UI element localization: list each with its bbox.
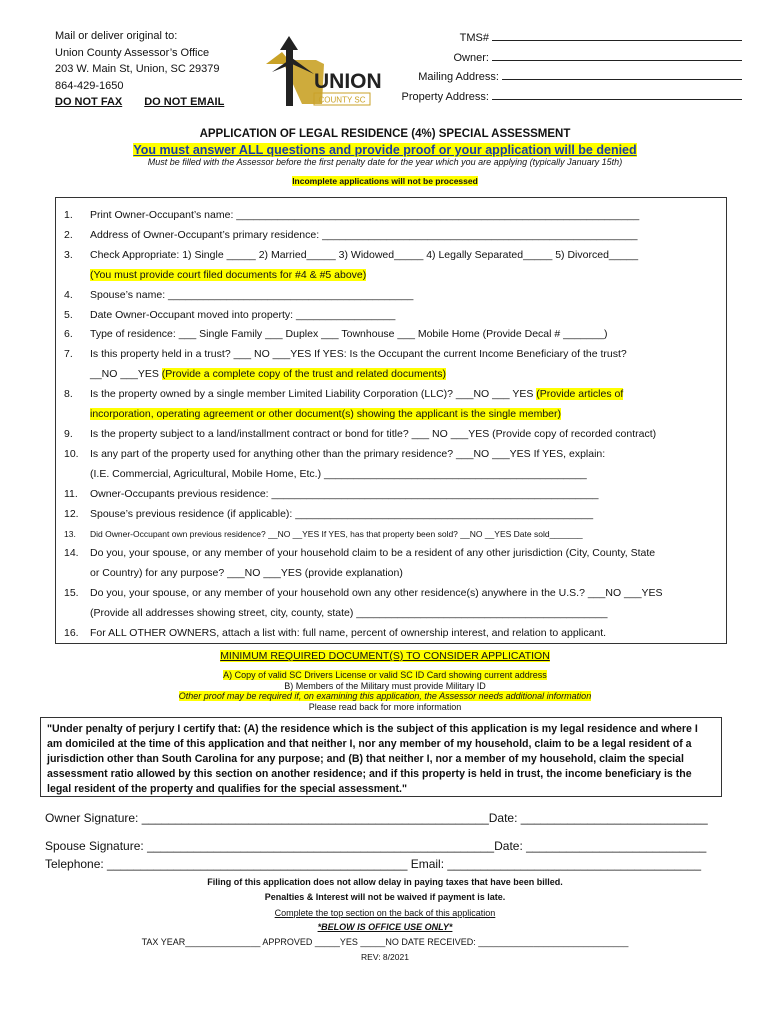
question-16 xyxy=(64,624,724,644)
question-text: __NO ___YES xyxy=(90,368,162,381)
no-fax-label: DO NOT FAX xyxy=(55,96,123,108)
question-text: Is the property subject to a land/installment contract or bond for title? ___ NO ___YES (Provide copy of recorded contract) xyxy=(90,427,657,440)
required-documents-title xyxy=(0,650,770,662)
question-7[interactable] xyxy=(64,345,724,365)
mail-line: 203 W. Main St, Union, SC 29379 xyxy=(55,63,220,75)
required-doc-a xyxy=(0,670,770,680)
question-text: Spouse’s name: __________________________________________ xyxy=(90,288,414,301)
owner-label: Owner: xyxy=(453,51,489,64)
form-title: APPLICATION OF LEGAL RESIDENCE (4%) SPECIAL ASSESSMENT xyxy=(199,128,571,140)
question-text: Spouse’s previous residence (if applicable): ___________________________________________________ xyxy=(90,507,594,520)
question-number: 1. xyxy=(64,209,73,221)
question-text: Do you, your spouse, or any member of your household own any other residence(s) anywhere in the U.S.? ___NO ___YES xyxy=(90,587,663,600)
question-text: Type of residence: ___ Single Family ___ Duplex ___ Townhouse ___ Mobile Home (Provide Decal # _______) xyxy=(90,328,608,341)
question-1[interactable] xyxy=(64,206,724,226)
question-number: 7. xyxy=(64,348,73,361)
question-text: Is any part of the property used for anything other than the primary residence? ___NO ___YES If YES, explain: xyxy=(90,447,606,460)
question-5[interactable] xyxy=(64,306,724,326)
question-number: 9. xyxy=(64,427,73,440)
property-address-label: Property Address: xyxy=(401,90,489,103)
question-7-cont[interactable] xyxy=(64,365,724,385)
tms-field[interactable] xyxy=(492,29,742,41)
read-back-note: Please read back for more information xyxy=(308,702,462,712)
question-text: Do you, your spouse, or any member of your household claim to be a resident of any other jurisdiction (City, County, State xyxy=(90,547,656,560)
question-number: 8. xyxy=(64,388,73,401)
question-10[interactable] xyxy=(64,445,724,465)
question-text: (Provide all addresses showing street, city, county, state) ___________________________________________ xyxy=(90,607,608,620)
mailing-address-label: Mailing Address: xyxy=(418,71,499,83)
owner-signature-line[interactable]: Owner Signature: ____________________________________________________Date: ____________________________ xyxy=(45,811,708,825)
question-15-cont[interactable] xyxy=(64,604,724,624)
logo-sub: COUNTY SC xyxy=(318,95,366,105)
question-number: 4. xyxy=(64,288,73,301)
mail-line: Union County Assessor’s Office xyxy=(55,46,210,59)
question-text: Date Owner-Occupant moved into property: _________________ xyxy=(90,308,396,321)
docs-title-text: MINIMUM REQUIRED DOCUMENT(S) TO CONSIDER APPLICATION xyxy=(220,650,550,662)
logo-name: UNION xyxy=(314,70,382,93)
question-4[interactable] xyxy=(64,286,724,306)
office-use-line[interactable]: TAX YEAR_______________ APPROVED _____YES _____NO DATE RECEIVED: ______________________________ xyxy=(141,937,629,947)
question-text: (I.E. Commercial, Agricultural, Mobile Home, Etc.) _____________________________________________ xyxy=(90,467,587,480)
question-number: 14. xyxy=(64,547,79,560)
office-use-heading: *BELOW IS OFFICE USE ONLY* xyxy=(317,922,453,932)
question-11[interactable] xyxy=(64,485,724,505)
doc-a-text: A) Copy of valid SC Drivers License or valid SC ID Card showing current address xyxy=(223,670,547,680)
question-text: or Country) for any purpose? ___NO ___YES (provide explanation) xyxy=(90,567,403,580)
question-text: Did Owner-Occupant own previous residence? __NO __YES If YES, has that property been sold? __NO __YES Date sold_______ xyxy=(90,528,583,539)
subtitle-text: You must answer ALL questions and provide proof or your application will be denied xyxy=(133,143,637,157)
other-proof-note xyxy=(0,691,770,701)
highlight-text: incorporation, operating agreement or other document(s) showing the applicant is the single member) xyxy=(90,408,562,421)
other-proof-text: Other proof may be required if, on examining this application, the Assessor needs additional information xyxy=(178,691,592,701)
palmetto-tree-icon xyxy=(262,34,382,116)
mailing-address-field[interactable] xyxy=(502,68,742,80)
header-fields xyxy=(392,29,742,107)
question-number: 5. xyxy=(64,308,73,321)
question-text: Address of Owner-Occupant’s primary residence: ______________________________________________________ xyxy=(90,228,638,241)
question-number: 11. xyxy=(64,487,78,500)
question-number: 13. xyxy=(64,528,76,539)
question-number: 10. xyxy=(64,447,79,460)
owner-field[interactable] xyxy=(492,49,742,61)
no-email-label: DO NOT EMAIL xyxy=(144,96,225,108)
question-2[interactable] xyxy=(64,226,724,246)
highlight-text: (Provide a complete copy of the trust and related documents) xyxy=(161,368,447,381)
question-number: 6. xyxy=(64,328,73,341)
revision-label: REV: 8/2021 xyxy=(361,952,409,962)
filing-note: Must be filled with the Assessor before the first penalty date for the year which you are applying (typically January 15th) xyxy=(147,157,623,167)
question-number: 16. xyxy=(64,627,79,640)
question-8[interactable] xyxy=(64,385,724,405)
footer-penalties-note: Penalties & Interest will not be waived if payment is late. xyxy=(264,892,506,902)
question-text: Owner-Occupants previous residence: ________________________________________________________ xyxy=(90,487,599,500)
footer-taxes-note: Filing of this application does not allow delay in paying taxes that have been billed. xyxy=(207,877,563,887)
question-8-cont xyxy=(64,405,724,425)
question-number: 3. xyxy=(64,248,73,261)
mail-line: Mail or deliver original to: xyxy=(55,30,178,42)
highlight-text: (Provide articles of xyxy=(536,388,624,401)
mailing-instructions xyxy=(55,28,246,111)
question-number: 2. xyxy=(64,228,73,241)
question-text: Is this property held in a trust? ___ NO ___YES If YES: Is the Occupant the current Income Beneficiary of the trust? xyxy=(90,348,627,361)
footer-back-note: Complete the top section on the back of this application xyxy=(274,908,496,918)
incomplete-warning xyxy=(0,176,770,186)
question-14-cont[interactable] xyxy=(64,564,724,584)
question-text: Is the property owned by a single member Limited Liability Corporation (LLC)? ___NO ___ YES xyxy=(90,388,537,401)
highlight-text: (You must provide court filed documents for #4 & #5 above) xyxy=(90,268,367,281)
question-3[interactable] xyxy=(64,246,724,266)
spouse-signature-line[interactable]: Spouse Signature: ____________________________________________________Date: ___________________________ xyxy=(45,839,707,853)
question-number: 12. xyxy=(64,507,79,520)
question-text: Check Appropriate: 1) Single _____ 2) Married_____ 3) Widowed_____ 4) Legally Separated_____ 5) Divorced_____ xyxy=(90,248,639,261)
perjury-certification: "Under penalty of perjury I certify that: (A) the residence which is the subject of this application is my legal residence and where I am domiciled at the time of this application and that neither I, nor any member of my household, claim to be a legal resident of a jurisdiction other than South Carolina for any purpose; and (B) that neither I, nor a member of my household, claim the special assessment ratio allowed by this section on another residence; and if this property is held in trust, the income beneficiary is the legal resident of the property and qualifies for the special assessment." xyxy=(40,717,722,797)
no-fax-email xyxy=(55,94,246,111)
question-text: For ALL OTHER OWNERS, attach a list with: full name, percent of ownership interest, and relation to applicant. xyxy=(90,627,607,640)
question-12[interactable] xyxy=(64,505,724,525)
question-14[interactable] xyxy=(64,544,724,564)
question-10-cont[interactable] xyxy=(64,465,724,485)
question-list xyxy=(64,206,724,644)
tms-label: TMS# xyxy=(459,32,489,44)
question-13[interactable] xyxy=(64,525,724,545)
question-6[interactable] xyxy=(64,325,724,345)
question-number: 15. xyxy=(64,587,79,600)
telephone-email-line[interactable]: Telephone: _____________________________________________ Email: ______________________________________ xyxy=(45,857,701,871)
required-doc-b: B) Members of the Military must provide Military ID xyxy=(284,681,486,691)
question-9[interactable] xyxy=(64,425,724,445)
question-15[interactable] xyxy=(64,584,724,604)
question-3-note xyxy=(64,266,724,286)
incomplete-text: Incomplete applications will not be processed xyxy=(292,176,478,186)
question-text: Print Owner-Occupant’s name: _____________________________________________________________________ xyxy=(90,209,640,221)
property-address-field[interactable] xyxy=(492,88,742,100)
mail-line: 864-429-1650 xyxy=(55,79,124,92)
union-county-logo xyxy=(262,34,382,116)
